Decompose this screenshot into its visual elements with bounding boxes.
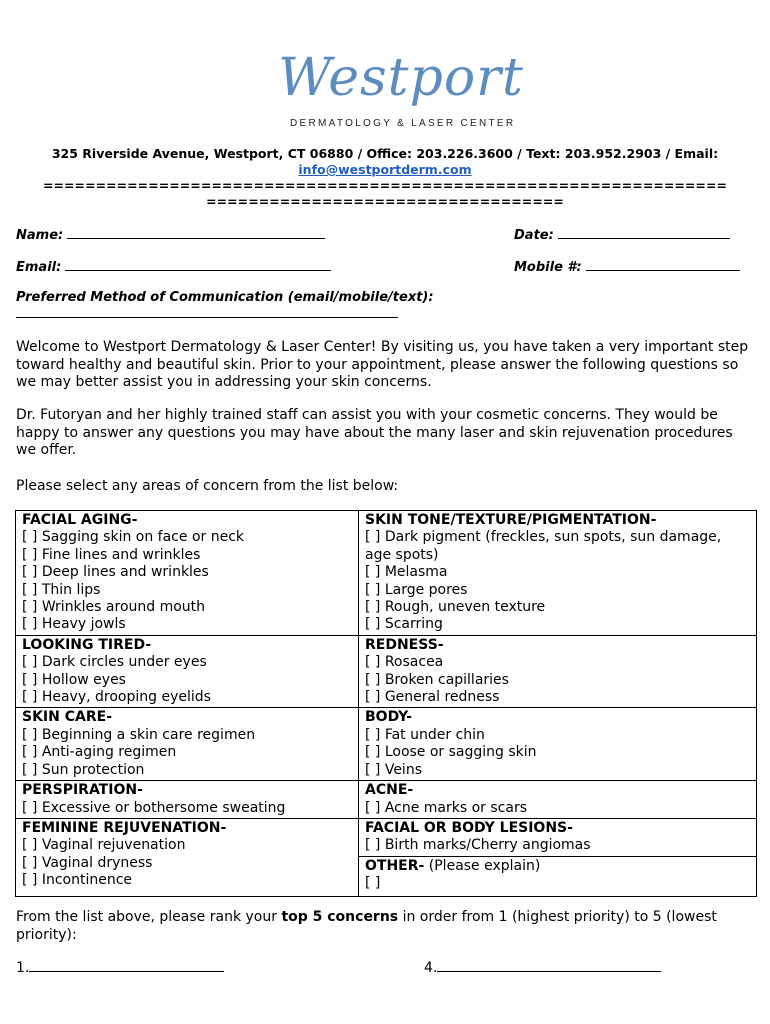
checkbox-item[interactable]: [ ] Thin lips (22, 581, 101, 598)
checkbox-item[interactable]: [ ] Deep lines and wrinkles (22, 564, 209, 581)
rank-4 (424, 960, 661, 976)
section-title: FEMININE REJUVENATION (22, 819, 221, 836)
checkbox-item[interactable]: [ ] Heavy jowls (22, 616, 126, 633)
lesions-cell: FACIAL OR BODY LESIONS- [ ] Birth marks/Cherry angiomas (359, 818, 757, 856)
concerns-table (15, 510, 757, 897)
checkbox-item[interactable]: [ ] Excessive or bothersome sweating (22, 799, 286, 816)
email-link[interactable]: info@westportderm.com (298, 162, 472, 177)
email-input-line[interactable] (65, 259, 331, 271)
checkbox-item[interactable]: [ ] Heavy, drooping eyelids (22, 689, 211, 706)
checkbox-item[interactable]: [ ] Sagging skin on face or neck (22, 529, 245, 546)
checkbox-item[interactable]: [ ] Rough, uneven texture (365, 599, 546, 616)
checkbox-item[interactable]: [ ] Fine lines and wrinkles (22, 546, 201, 563)
preferred-field (16, 290, 434, 305)
ranking-instruction: From the list above, please rank your top 5 concerns in order from 1 (highest priority) to 5 (lowest priority): (16, 909, 717, 943)
rank-1 (16, 960, 224, 976)
date-input-line[interactable] (558, 227, 730, 239)
section-title: PERSPIRATION (22, 782, 138, 799)
checkbox-item[interactable]: [ ] Large pores (365, 581, 468, 598)
section-title: ACNE (365, 782, 408, 799)
name-field (16, 227, 325, 243)
section-title: FACIAL AGING (22, 512, 132, 528)
checkbox-item[interactable]: [ ] Sun protection (22, 761, 145, 778)
section-title: FACIAL OR BODY LESIONS (365, 819, 568, 836)
checkbox-item[interactable]: [ ] Beginning a skin care regimen (22, 726, 256, 743)
email-link-row (0, 162, 770, 178)
section-title: SKIN TONE/TEXTURE/PIGMENTATION (365, 512, 651, 528)
rank-1-input-line[interactable] (29, 960, 224, 972)
checkbox-item[interactable]: [ ] Dark circles under eyes (22, 654, 207, 671)
feminine-cell: FEMININE REJUVENATION- [ ] Vaginal rejuvenation [ ] Vaginal dryness [ ] Incontinence (16, 818, 359, 896)
section-title: SKIN CARE (22, 709, 107, 726)
checkbox-item[interactable]: [ ] Birth marks/Cherry angiomas (365, 837, 591, 854)
divider-rule-1: ================================================================= (42, 178, 728, 193)
welcome-paragraph: Welcome to Westport Dermatology & Laser Center! By visiting us, you have taken a very important step toward healthy and beautiful skin. Prior to your appointment, please answer the following questions so we may better assist you in addressing your skin concerns. (16, 339, 749, 390)
looking-tired-cell: LOOKING TIRED- [ ] Dark circles under eyes [ ] Hollow eyes [ ] Heavy, drooping eyelids (16, 635, 359, 708)
section-title: REDNESS (365, 636, 438, 653)
logo-script-text: Westport (278, 48, 524, 108)
logo-subtitle: DERMATOLOGY & LASER CENTER (290, 118, 516, 129)
skin-care-cell: SKIN CARE- [ ] Beginning a skin care regimen [ ] Anti-aging regimen [ ] Sun protection (16, 708, 359, 781)
checkbox-item[interactable]: [ ] General redness (365, 689, 500, 706)
skin-tone-cell: SKIN TONE/TEXTURE/PIGMENTATION- [ ] Dark pigment (freckles, sun spots, sun damage, age spots) [ ] Melasma [ ] Large pores [ ] Rough, uneven texture [ ] Scarring (359, 511, 757, 636)
checkbox-item[interactable]: [ ] Scarring (365, 616, 443, 633)
perspiration-cell: PERSPIRATION- [ ] Excessive or bothersome sweating (16, 781, 359, 819)
name-label: Name: (16, 228, 64, 243)
other-note: (Please explain) (428, 857, 541, 874)
checkbox-item[interactable]: [ ] Veins (365, 761, 422, 778)
name-input-line[interactable] (67, 227, 325, 239)
date-label: Date: (514, 228, 554, 243)
mobile-label: Mobile #: (514, 260, 582, 275)
section-title: OTHER (365, 857, 419, 874)
section-title: LOOKING TIRED (22, 636, 146, 653)
checkbox-item[interactable]: [ ] Incontinence (22, 872, 133, 889)
staff-paragraph: Dr. Futoryan and her highly trained staff can assist you with your cosmetic concerns. They would be happy to answer any questions you may have about the many laser and skin rejuvenation procedures we offer. (16, 407, 733, 458)
rank-4-label: 4. (424, 960, 438, 976)
section-title: BODY (365, 709, 407, 726)
contact-line: 325 Riverside Avenue, Westport, CT 06880 / Office: 203.226.3600 / Text: 203.952.2903 / Email: (51, 146, 719, 161)
acne-cell: ACNE- [ ] Acne marks or scars (359, 781, 757, 819)
facial-aging-cell: FACIAL AGING- [ ] Sagging skin on face or neck [ ] Fine lines and wrinkles [ ] Deep lines and wrinkles [ ] Thin lips [ ] Wrinkles around mouth [ ] Heavy jowls (16, 511, 359, 636)
checkbox-item[interactable]: [ ] Rosacea (365, 654, 444, 671)
checkbox-item[interactable]: [ ] Wrinkles around mouth (22, 599, 206, 616)
checkbox-item[interactable]: [ ] Broken capillaries (365, 671, 509, 688)
preferred-input-line[interactable] (16, 317, 398, 318)
mobile-input-line[interactable] (586, 259, 740, 271)
body-cell: BODY- [ ] Fat under chin [ ] Loose or sagging skin [ ] Veins (359, 708, 757, 781)
clinic-logo (278, 48, 524, 136)
checkbox-item[interactable]: [ ] (365, 875, 381, 892)
select-instruction: Please select any areas of concern from the list below: (16, 478, 399, 494)
rank-1-label: 1. (16, 960, 30, 976)
checkbox-item[interactable]: [ ] Vaginal rejuvenation (22, 837, 186, 854)
email-label: Email: (16, 260, 62, 275)
mobile-field (514, 259, 740, 275)
checkbox-item[interactable]: [ ] Melasma (365, 564, 448, 581)
other-cell: OTHER- (Please explain) [ ] (359, 856, 757, 896)
checkbox-item[interactable]: [ ] Vaginal dryness (22, 854, 153, 871)
checkbox-item[interactable]: [ ] Dark pigment (freckles, sun spots, sun damage, age spots) (365, 529, 722, 563)
checkbox-item[interactable]: [ ] Loose or sagging skin (365, 744, 537, 761)
checkbox-item[interactable]: [ ] Acne marks or scars (365, 799, 528, 816)
checkbox-item[interactable]: [ ] Anti-aging regimen (22, 744, 177, 761)
divider-rule-2: ================================== (206, 194, 564, 209)
rank-4-input-line[interactable] (437, 960, 661, 972)
date-field (514, 227, 730, 243)
email-field (16, 259, 331, 275)
checkbox-item[interactable]: [ ] Fat under chin (365, 726, 485, 743)
redness-cell: REDNESS- [ ] Rosacea [ ] Broken capillaries [ ] General redness (359, 635, 757, 708)
preferred-label: Preferred Method of Communication (email/mobile/text): (16, 290, 434, 305)
checkbox-item[interactable]: [ ] Hollow eyes (22, 671, 126, 688)
